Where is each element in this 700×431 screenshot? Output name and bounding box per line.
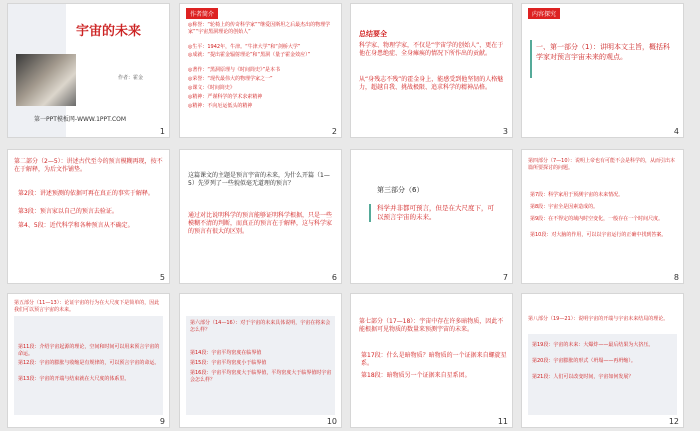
slide-8[interactable] (522, 150, 683, 283)
slide-number: 12 (668, 417, 679, 426)
slide-11-heading: 第七部分（17—18）：宇宙中存在许多暗物质，因此不能根据可见物质的数量来预测宇宙的未来。 (359, 318, 504, 333)
slide-11-item-2: 第18段：暗物质另一个证据来自星系团。 (361, 372, 471, 379)
slide-9-item-2: 第12段：宇宙的膨胀与收缩是有规律的，可以预言宇宙的命运。 (18, 360, 160, 366)
slide-6-answer: 通过对比说明科学的预言能够证明科学根据，只是一些模糊不清的判断，而真正的预言在于解释，这与科学家的预言有很大的区别。 (188, 212, 333, 235)
slide-number: 2 (331, 127, 337, 136)
slide-number: 1 (159, 127, 165, 136)
slide-2-line-1: ◎称誉：“轮椅上的传奇科学家”“继爱因斯坦之后最杰出的物理学家”“宇宙黑洞理论的创始人” (188, 22, 331, 35)
slide-1[interactable] (8, 4, 169, 137)
slide-8-item-2: 第8段：宇宙全是因素造成的。 (530, 204, 599, 210)
slide-2-line-2: ◎生平：1942年，牛津。“牛津大学”和“剑桥大学” (188, 44, 301, 50)
slide-12-item-2: 第20段：宇宙膨胀的形式（坍塌——再坍缩）。 (532, 358, 636, 364)
slide-7-accent-bar (369, 204, 371, 222)
slide-number: 10 (326, 417, 337, 426)
slide-1-footer: 第一PPT模板网-WWW.1PPT.COM (34, 116, 127, 123)
slide-number: 7 (502, 273, 508, 282)
slide-8-item-3: 第9段：在不得定的域内时空变化，一般存在一个时间尺度。 (530, 216, 664, 222)
slide-11-item-1: 第17段：什么是暗物质？暗物质的一个证据来自螺旋星系。 (361, 352, 507, 367)
slide-4[interactable] (522, 4, 683, 137)
slide-number: 9 (159, 417, 165, 426)
slide-number: 6 (331, 273, 337, 282)
slide-3[interactable] (351, 4, 512, 137)
slide-4-text: 一、第一部分（1）：讲明本文主旨，概括科学家对预言宇宙未来的观点。 (536, 43, 670, 61)
slide-7-item: 科学并非都可预言，但是在大尺度下，可以预言宇宙的未来。 (377, 204, 494, 221)
slide-1-title: 宇宙的未来 (76, 24, 142, 39)
slide-5-heading: 第二部分（2—5）：讲述古代至今的预言模糊再现，按不在于解释，为后文作铺垫。 (14, 158, 163, 173)
slide-8-item-1: 第7段：科学家用于预测宇宙的未来情况。 (530, 192, 624, 198)
slide-number: 3 (502, 127, 508, 136)
slide-2-line-7: ◎精神：严谨科学的学术求索精神 (188, 94, 263, 100)
slide-11[interactable] (351, 294, 512, 427)
slide-number: 5 (159, 273, 165, 282)
slide-2[interactable] (180, 4, 341, 137)
slide-2-line-4: ◎著作：“黑洞原理与《时间简史》”是本书 (188, 67, 281, 73)
hawking-photo (16, 54, 76, 106)
slide-10-item-1: 第14段：宇宙平均密度在临界值 (190, 350, 262, 356)
slide-9-item-1: 第11段：介绍宇宙起源的理论，空间和时间可以用来预言宇宙的命运。 (18, 344, 160, 357)
slide-2-line-6: ◎课文：《时间简史》 (188, 85, 235, 91)
slide-5-item-1: 第2段：讲述预测的依据可再在真正的事实于解释。 (18, 190, 154, 197)
slide-9-heading: 第五部分（11—13）：论证宇宙的行为在大尺度下是简单的，因此我们可以预言宇宙的未来。 (14, 300, 160, 313)
slide-number: 4 (673, 127, 679, 136)
slide-4-accent-bar (530, 40, 532, 78)
slide-6-question: 这篇课文的主题是预言宇宙的未来，为什么开篇（1—5）先罗列了一些貌似毫无道理的预言？ (188, 172, 330, 187)
slide-7[interactable] (351, 150, 512, 283)
slide-2-line-5: ◎荣誉：“现代最伟大的物理学家之一” (188, 76, 273, 82)
slide-2-line-3: ◎成就：“提出霍金辐射理论”和“黑洞（量子霍金效应）” (188, 52, 311, 58)
slide-number: 8 (673, 273, 679, 282)
slide-10-item-3: 第16段：宇宙平均密度大于临界值，平均密度大于临界值时宇宙会怎么样？ (190, 370, 332, 383)
slide-number: 11 (497, 417, 508, 426)
slide-12[interactable] (522, 294, 683, 427)
slide-12-item-1: 第19段：宇宙的未来：大爆炸——最后结果为大挤压。 (532, 342, 654, 348)
slide-3-paragraph-1: 科学家、物理学家，不仅是“宇宙学的创始人”，更在于他在身患绝症、全身瘫痪的情况下所作出的贡献。 (359, 42, 504, 57)
slide-12-heading: 第八部分（19—21）：说明宇宙的开端与宇宙未来结局的理论。 (528, 316, 669, 322)
slide-9[interactable] (8, 294, 169, 427)
slide-8-item-4: 第10段：对大脑的作用，可以以宇宙运行的正确中找到答案。 (530, 232, 667, 238)
slide-7-heading: 第三部分（6） (377, 186, 424, 194)
slide-8-heading: 第四部分（7—10）：说明上帝也有可能不会是科学的，从而引出本篇所要探讨的问题。 (528, 158, 676, 171)
slide-5-item-2: 第3段：预言家以自己的预言去验证。 (18, 208, 118, 215)
slide-2-line-8: ◎精神：不向厄运低头的精神 (188, 103, 253, 109)
slide-12-item-3: 第21段：人们可以改变时间，宇宙如何发展？ (532, 374, 634, 380)
slide-4-tag: 内容探究 (528, 8, 560, 19)
slide-10-item-2: 第15段：宇宙平均密度小于临界值 (190, 360, 267, 366)
slide-10-heading: 第六部分（14—16）：对于宇宙的未来具体说明，宇宙在将来会怎么样？ (190, 320, 331, 333)
slide-6[interactable] (180, 150, 341, 283)
slide-1-author: 作者：霍金 (118, 75, 144, 81)
slide-3-heading: 总结要全 (359, 30, 387, 38)
slide-5-item-3: 第4、5段：近代科学和各种预言从不确定。 (18, 222, 134, 229)
slide-9-item-3: 第13段：宇宙的开端与结束就在大尺度的体系里。 (18, 376, 130, 382)
slide-10[interactable] (180, 294, 341, 427)
slide-3-paragraph-2: 从“身残志不残”的霍金身上，能感受到他坚韧的人格魅力，超越自我、挑战极限、追求科学的精神品格。 (359, 76, 504, 91)
slide-2-tag: 作者简介 (186, 8, 218, 19)
slide-5[interactable] (8, 150, 169, 283)
